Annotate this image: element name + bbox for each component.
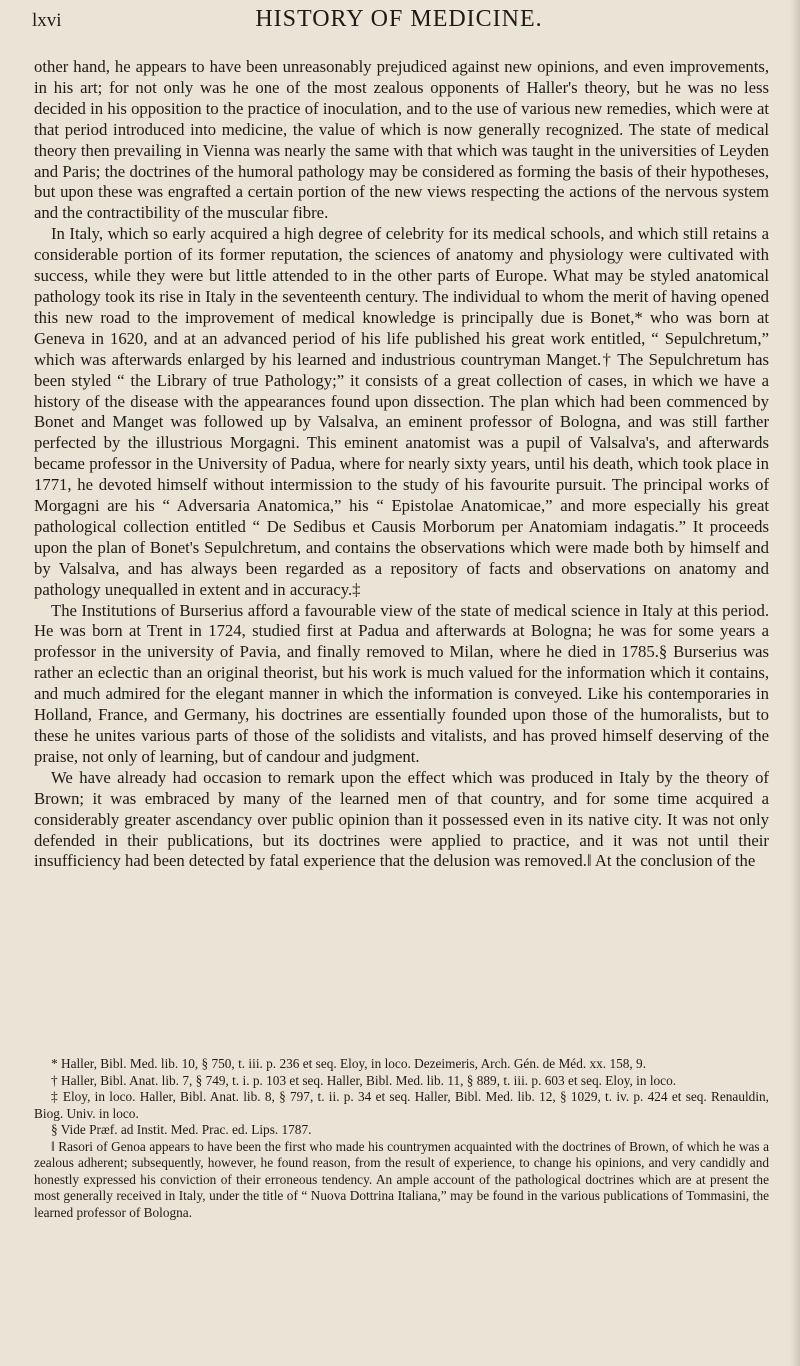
paragraph-burserius: The Institutions of Burserius afford a favourable view of the state of medical science in Italy at this period. He was born at Trent in 1724, studied first at Padua and afterwards at Bologna; he was for some years a professor in the university of Pavia, and finally removed to Milan, where he died in 1785.§ Burserius was rather an eclectic than an original theorist, but his work is much valued for the information which it contains, and much admired for the elegant manner in which the information is conveyed. Like his contemporaries in Holland, France, and Germany, his doctrines are essentially founded upon those of the humoralists, but to these he unites various parts of those of the solidists and vitalists, and has proved himself deserving of the praise, not only of learning, but of candour and judgment. <box>34 600 769 766</box>
footnote: ‡ Eloy, in loco. Haller, Bibl. Anat. lib. 8, § 797, t. ii. p. 34 et seq. Haller, Bibl. Med. lib. 12, § 1029, t. iv. p. 424 et seq. Renauldin, Biog. Univ. in loco. <box>34 1089 769 1121</box>
paragraph-brown-theory: We have already had occasion to remark upon the effect which was produced in Italy by the theory of Brown; it was embraced by many of the learned men of that country, and for some time acquired a considerably greater ascendancy over public opinion than it possessed even in its native city. It was not only defended in their publications, but its doctrines were applied to practice, and it was not until their insufficiency had been detected by fatal experience that the delusion was removed.‖ At the conclusion of the <box>34 767 769 871</box>
paragraph-italy-anatomy: In Italy, which so early acquired a high degree of celebrity for its medical schools, and which still retains a considerable portion of its former reputation, the sciences of anatomy and physiology were cultivated with success, while they were but little attended to in the other parts of Europe. What may be styled anatomical pathology took its rise in Italy in the seventeenth century. The individual to whom the merit of having opened this new road to the improvement of medical knowledge is principally due is Bonet,* who was born at Geneva in 1620, and at an advanced period of his life published his great work entitled, “ Sepulchretum,” which was afterwards enlarged by his learned and industrious countryman Manget.† The Sepulchretum has been styled “ the Library of true Pathology;” it consists of a great collection of cases, in which we have a history of the disease with the appearances found upon dissection. The plan which had been commenced by Bonet and Manget was followed up by Valsalva, an eminent professor of Bologna, and was still farther perfected by the illustrious Morgagni. This eminent anatomist was a pupil of Valsalva's, and afterwards became professor in the University of Padua, where for nearly sixty years, until his death, which took place in 1771, he devoted himself without intermission to the study of his favourite pursuit. The principal works of Morgagni are his “ Adversaria Anatomica,” his “ Epistolae Anatomicae,” and more especially his great pathological collection entitled “ De Sedibus et Causis Morborum per Anatomiam indagatis.” It proceeds upon the plan of Bonet's Sepulchretum, and contains the observations which were made both by himself and by Valsalva, and has always been regarded as a repository of facts and observations on anatomy and pathology unequalled in extent and in accuracy.‡ <box>34 224 769 599</box>
footnote: ‖ Rasori of Genoa appears to have been the first who made his countrymen acquainted with the doctrines of Brown, of which he was a zealous adherent; subsequently, however, he found reason, from the result of experience, to change his opinions, and very candidly and honestly expressed his conviction of their erroneous tendency. An ample account of the pathological doctrines which are at present the most generally received in Italy, under the title of “ Nuova Dottrina Italiana,” may be found in the various publications of Tommasini, the learned professor of Bologna. <box>34 1138 769 1220</box>
body-text <box>34 57 769 872</box>
running-head <box>32 6 766 46</box>
running-title: HISTORY OF MEDICINE. <box>255 6 543 32</box>
paragraph-continued: other hand, he appears to have been unreasonably prejudiced against new opinions, and even improvements, in his art; for not only was he one of the most zealous opponents of Haller's theory, but he was no less decided in his opposition to the practice of inoculation, and to the use of various new remedies, which were at that period introduced into medicine, the value of which is now generally recognized. The state of medical theory then prevailing in Vienna was nearly the same with that which was taught in the universities of Leyden and Paris; the doctrines of the humoral pathology may be considered as forming the basis of their hypotheses, but upon these was engrafted a certain portion of the new views respecting the actions of the nervous system and the contractibility of the muscular fibre. <box>34 57 769 223</box>
footnote: † Haller, Bibl. Anat. lib. 7, § 749, t. i. p. 103 et seq. Haller, Bibl. Med. lib. 11, § 889, t. iii. p. 603 et seq. Eloy, in loco. <box>51 1072 677 1088</box>
footnotes <box>34 1056 769 1221</box>
footnote: * Haller, Bibl. Med. lib. 10, § 750, t. iii. p. 236 et seq. Eloy, in loco. Dezeimeris, Arch. Gén. de Méd. xx. 158, 9. <box>51 1056 647 1071</box>
page-edge-shadow <box>790 0 800 1366</box>
footnote: § Vide Præf. ad Instit. Med. Prac. ed. Lips. 1787. <box>51 1122 312 1137</box>
page-number: lxvi <box>32 10 62 31</box>
